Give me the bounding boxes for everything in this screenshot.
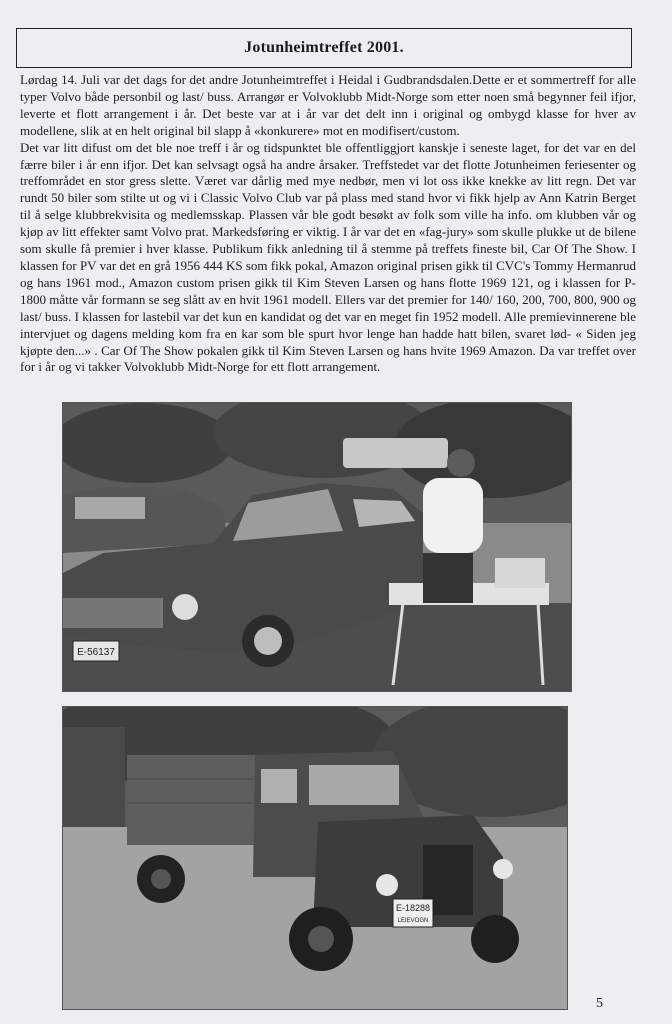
article-title: Jotunheimtreffet 2001. [244,39,404,56]
page-number: 5 [596,996,603,1011]
article-title-box [16,28,632,68]
article-paragraph-1: Lørdag 14. Juli var det dags for det andre Jotunheimtreffet i Heidal i Gudbrandsdalen.Dette er et sommertreff for alle typer Volvo både personbil og last/ buss. Arrangør er Volvoklubb Midt-Norge som etter noen små begynner feil ifjor, leverte et flott arrangement i år. Det beste var at i år var det delt inn i original og ombygd klasse for hver av modellene, slik at en helt original bil slapp å «konkurere» mot en modifisert/custom. [20,72,636,138]
article-paragraph-2: Det var litt difust om det ble noe treff i år og tidspunktet ble offentliggjort kanskje i seneste laget, for det var en del færre biler i år enn ifjor. Det kan selvsagt også ha andre årsaker. Treffstedet var det flotte Jotunheimen feriesenter og treffområdet en stor gress slette. Været var dårlig med mye nedbør, men vi lot oss ikke knekke av litt regn. Det var rundt 50 biler som stilte ut og vi i Classic Volvo Club var på plass med stand hvor vi fikk hjelp av Ann Katrin Berget til å selge klubbrekvisita og medlemsskap. Plassen vår ble godt besøkt av folk som ville ha info. om klubben vår og kjøp av litt effekter samt Volvo prat. Markedsføring er viktig. I år var det en «fag-jury» som skulle plukke ut de bilene som skulle få premier i hver klasse. Publikum fikk anledning til å stemme på treffets fineste bil, Car Of The Show. I klassen for PV var det en grå 1956 444 KS som fikk pokal, Amazon original prisen gikk til CVC's Tommy Hermanrud og hans 1961 mod., Amazon custom prisen gikk til Kim Steven Larsen og hans flotte 1969 121, og i klassen for P-1800 måtte vår formann se seg slått av en hvit 1961 modell. Ellers var det premier for 140/ 160, 200, 700, 800, 900 og last/ buss. I klassen for lastebil var det kun en kandidat og det var en meget fin 1952 modell. Alle premievinnerene ble intervjuet og dagens melding kom fra en kar som ble spurt hvor lenge han hadde hatt bilen, svaret lød- « Siden jeg kjøpte den...» . Car Of The Show pokalen gikk til Kim Steven Larsen og hans hvite 1969 Amazon. Da var treffet over for i år og vi takker Volvoklubb Midt-Norge for ett flott arrangement. [20,139,636,375]
photo-p1800-club-stand [62,402,572,692]
truck-plate-town: LEIEVOGN [397,918,429,924]
article-body [20,72,636,376]
car-license-plate: E-56137 [77,647,115,658]
truck-plate-number: E-18288 [395,903,431,913]
photo-1952-volvo-truck [62,706,568,1010]
